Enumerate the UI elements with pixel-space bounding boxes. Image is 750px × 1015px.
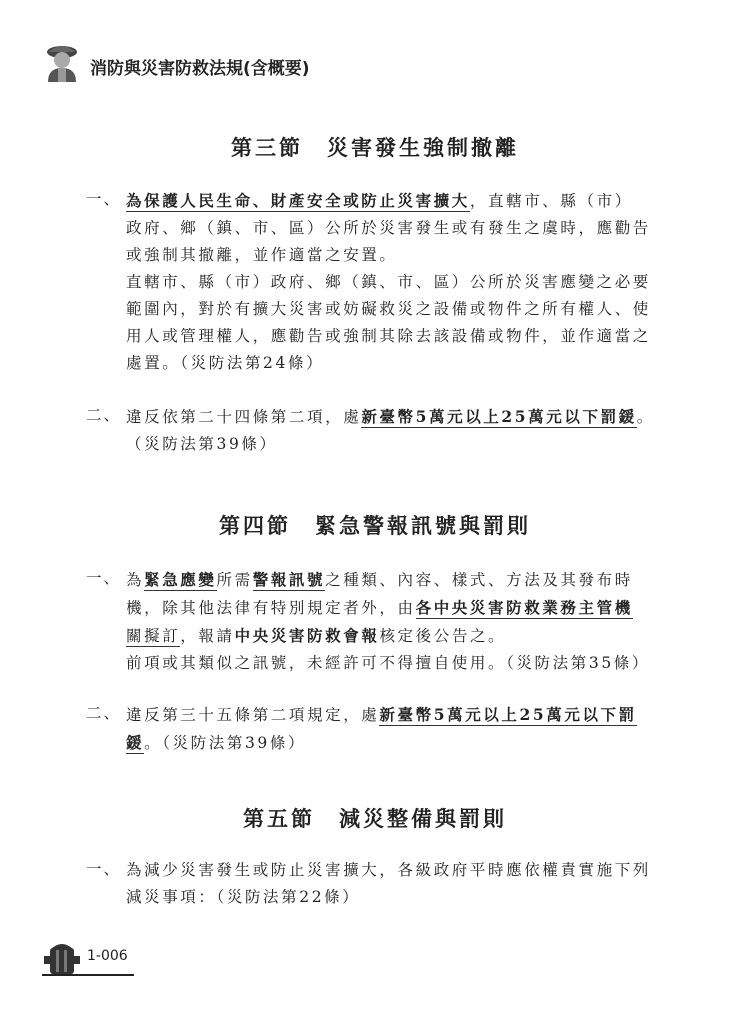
underlined-text: 緊急應變 — [144, 570, 217, 589]
text-line — [126, 566, 650, 594]
text-line — [126, 857, 651, 884]
section-title-3: 第三節 災害發生強制撤離 — [231, 135, 519, 160]
text-run: 直轄市、縣（市）政府、鄉（鎮、市、區）公所於災害應變之必要 — [126, 273, 651, 291]
underlined-text: 新臺幣5萬元以上25萬元以下罰鍰 — [361, 407, 637, 426]
text-run: 之種類、內容、樣式、方法及其發布時 — [325, 571, 633, 589]
text-line — [126, 269, 651, 296]
item-number: 一、 — [86, 860, 122, 878]
text-run: 或強制其撤離，並作適當之安置。 — [126, 246, 398, 264]
text-line — [126, 350, 651, 377]
text-line — [126, 242, 651, 269]
underlined-text: 新臺幣5萬元以上25萬元以下罰 — [379, 705, 637, 724]
item-number: 二、 — [86, 704, 122, 722]
fire-hydrant-icon — [42, 940, 82, 976]
text-line — [126, 215, 651, 242]
item-number: 二、 — [86, 406, 122, 424]
text-line — [126, 403, 655, 431]
underlined-text: 為保護人民生命、財產安全或防止災害擴大 — [126, 191, 470, 210]
paragraph — [126, 857, 651, 911]
text-line — [126, 701, 637, 729]
firefighter-icon — [40, 38, 84, 82]
text-run: 違反依第二十四條第二項，處 — [126, 408, 362, 426]
text-run: 違反第三十五條第二項規定，處 — [126, 706, 380, 724]
underlined-text: 警報訊號 — [252, 570, 326, 589]
text-line — [126, 296, 651, 323]
page-header — [40, 38, 440, 80]
underlined-text: 各中央災害防救業務主管機 — [415, 598, 633, 617]
text-run: 用人或管理權人，應勸告或強制其除去該設備或物件，並作適當之 — [126, 327, 651, 345]
text-line — [126, 431, 655, 458]
text-run: 減災事項：（災防法第22條） — [126, 888, 361, 906]
text-run: 中央災害防救會報 — [234, 626, 380, 645]
underlined-text: 鍰 — [126, 733, 145, 752]
paragraph — [126, 187, 651, 377]
text-run: 。 — [636, 408, 655, 426]
paragraph — [126, 566, 650, 677]
text-run: 核定後公告之。 — [379, 627, 507, 645]
text-run: 為 — [126, 571, 145, 589]
item-number: 一、 — [86, 190, 122, 208]
text-run: 前項或其類似之訊號，未經許可不得擅自使用。（災防法第35條） — [126, 654, 650, 672]
text-run: 範圍內，對於有擴大災害或妨礙救災之設備或物件之所有權人、使 — [126, 300, 651, 318]
text-run: ，報請 — [180, 627, 235, 645]
page-number: 1-006 — [87, 948, 128, 964]
footer-divider — [42, 974, 134, 976]
text-line — [126, 187, 651, 215]
text-line — [126, 729, 637, 757]
text-line — [126, 323, 651, 350]
text-line — [126, 594, 650, 622]
text-run: ，直轄市、縣（市） — [469, 192, 633, 210]
text-run: 為減少災害發生或防止災害擴大，各級政府平時應依權責實施下列 — [126, 861, 651, 879]
text-line — [126, 622, 650, 650]
paragraph — [126, 403, 655, 458]
text-run: 機，除其他法律有特別規定者外，由 — [126, 599, 416, 617]
text-run: 。（災防法第39條） — [144, 734, 307, 752]
header-title: 消防與災害防救法規(含概要) — [90, 59, 310, 79]
text-line — [126, 650, 650, 677]
text-run: 處置。（災防法第24條） — [126, 354, 325, 372]
item-number: 一、 — [86, 569, 122, 587]
section-title-4: 第四節 緊急警報訊號與罰則 — [219, 513, 531, 538]
underlined-text: 關擬訂 — [126, 627, 181, 645]
text-run: 所需 — [216, 571, 253, 589]
text-line — [126, 884, 651, 911]
text-run: 政府、鄉（鎮、市、區）公所於災害發生或有發生之虞時，應勸告 — [126, 219, 651, 237]
text-run: （災防法第39條） — [126, 435, 278, 453]
section-title-5: 第五節 減災整備與罰則 — [243, 806, 507, 831]
paragraph — [126, 701, 637, 757]
